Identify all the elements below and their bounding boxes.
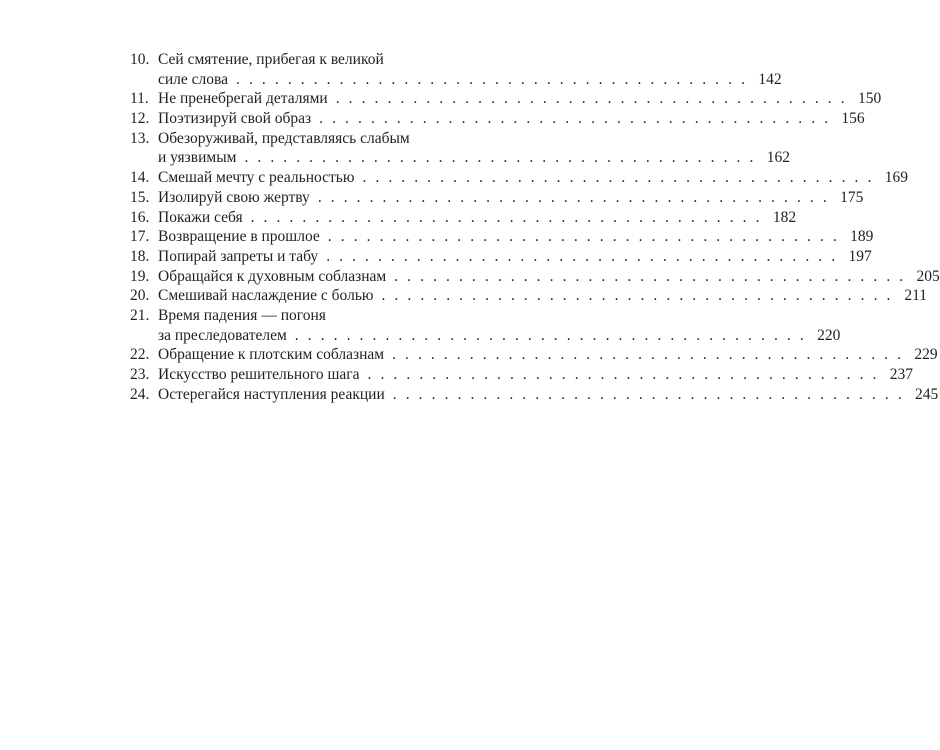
toc-entry-line	[130, 168, 908, 188]
toc-entry-line	[130, 188, 864, 208]
toc-dot-leader: . . . . . . . . . . . . . . . . . . . . . . . . . . . . . . . . . . . . . . . .	[236, 70, 748, 88]
toc-page-number: 182	[772, 208, 797, 226]
toc-entry	[130, 385, 939, 405]
toc-entry-number: 17.	[130, 228, 150, 246]
toc-entry-number: 21.	[130, 306, 150, 324]
toc-entry	[130, 188, 864, 208]
toc-page-number: 245	[915, 385, 939, 403]
toc-entry-line	[130, 306, 448, 326]
toc-entry	[130, 247, 872, 267]
toc-entry-title: Изолируй свою жертву	[158, 188, 310, 206]
toc-entry	[130, 227, 874, 247]
toc-page-number: 175	[840, 188, 864, 206]
toc-dot-leader: . . . . . . . . . . . . . . . . . . . . . . . . . . . . . . . . . . . . . . . .	[319, 110, 831, 128]
toc-entry-title: силе слова	[158, 70, 229, 88]
toc-dot-leader: . . . . . . . . . . . . . . . . . . . . . . . . . . . . . . . . . . . . . . . .	[392, 346, 904, 364]
toc-entry-number: 12.	[130, 110, 150, 128]
toc-page-number: 205	[916, 267, 940, 285]
toc-entry-number: 18.	[130, 247, 150, 265]
toc-entry	[130, 306, 841, 345]
toc-entry-title: Остерегайся наступления реакции	[158, 385, 385, 403]
toc-dot-leader: . . . . . . . . . . . . . . . . . . . . . . . . . . . . . . . . . . . . . . . .	[335, 90, 848, 108]
toc-entry-title: Обезоруживай, представляясь слабым	[158, 129, 410, 147]
toc-dot-leader: . . . . . . . . . . . . . . . . . . . . . . . . . . . . . . . . . . . . . . . .	[317, 188, 830, 206]
toc-page-number: 197	[848, 247, 872, 265]
toc-entry-title: и уязвимым	[158, 149, 237, 167]
toc-dot-leader: . . . . . . . . . . . . . . . . . . . . . . . . . . . . . . . . . . . . . . . .	[327, 228, 840, 246]
toc-entry-line	[130, 385, 939, 405]
toc-entry-line	[130, 326, 841, 346]
toc-entry-number: 14.	[130, 169, 150, 187]
toc-entry	[130, 267, 940, 287]
toc-entry-title: Попирай запреты и табу	[158, 247, 319, 265]
toc-entry-title: Смешивай наслаждение с болью	[158, 287, 374, 305]
toc-entry	[130, 365, 914, 385]
toc-entry-line	[130, 247, 872, 267]
toc-entry-number: 11.	[130, 90, 149, 108]
toc-entry	[130, 109, 865, 129]
toc-entry-title: Сей смятение, прибегая к великой	[158, 51, 384, 68]
toc-dot-leader: . . . . . . . . . . . . . . . . . . . . . . . . . . . . . . . . . . . . . . . .	[294, 326, 807, 344]
toc-entry-title: Смешай мечту с реальностью	[158, 169, 355, 187]
toc-entry-line	[130, 208, 797, 228]
toc-entry-line	[130, 129, 448, 149]
toc-dot-leader: . . . . . . . . . . . . . . . . . . . . . . . . . . . . . . . . . . . . . . . .	[394, 267, 906, 285]
table-of-contents	[130, 50, 940, 404]
toc-entry-title: за преследователем	[158, 326, 287, 344]
toc-entry	[130, 50, 782, 89]
toc-page-number: 162	[766, 149, 790, 167]
toc-page-number: 169	[884, 169, 908, 187]
toc-entry-line	[130, 227, 874, 247]
toc-page-number: 237	[889, 366, 914, 383]
toc-entry-title: Возвращение в прошлое	[158, 228, 320, 246]
toc-page-number: 229	[914, 346, 938, 364]
toc-dot-leader: . . . . . . . . . . . . . . . . . . . . . . . . . . . . . . . . . . . . . . . .	[392, 385, 905, 403]
toc-entry-line	[130, 70, 782, 90]
toc-page-number: 150	[857, 90, 882, 108]
toc-dot-leader: . . . . . . . . . . . . . . . . . . . . . . . . . . . . . . . . . . . . . . . .	[381, 287, 894, 305]
toc-entry-number: 23.	[130, 366, 150, 383]
toc-entry-number: 24.	[130, 385, 150, 403]
toc-dot-leader: . . . . . . . . . . . . . . . . . . . . . . . . . . . . . . . . . . . . . . . .	[367, 366, 880, 383]
toc-entry-number: 16.	[130, 208, 150, 226]
toc-page-number: 211	[904, 287, 928, 305]
toc-entry	[130, 89, 882, 109]
toc-page-number: 142	[758, 70, 782, 88]
toc-entry-line	[130, 267, 940, 287]
toc-entry	[130, 168, 908, 188]
toc-entry-title: Не пренебрегай деталями	[158, 90, 328, 108]
toc-page-number: 156	[841, 110, 865, 128]
toc-entry-line	[130, 109, 865, 129]
toc-entry	[130, 208, 797, 228]
toc-entry-title: Обращение к плотским соблазнам	[158, 346, 385, 364]
toc-dot-leader: . . . . . . . . . . . . . . . . . . . . . . . . . . . . . . . . . . . . . . . .	[362, 169, 874, 187]
toc-entry-title: Обращайся к духовным соблазнам	[158, 267, 387, 285]
toc-entry	[130, 286, 928, 306]
toc-entry-line	[130, 345, 938, 365]
toc-entry-number: 15.	[130, 188, 150, 206]
toc-entry	[130, 129, 790, 168]
toc-entry-line	[130, 148, 790, 168]
toc-entry-number: 10.	[130, 51, 150, 68]
toc-entry-title: Поэтизируй свой образ	[158, 110, 312, 128]
toc-dot-leader: . . . . . . . . . . . . . . . . . . . . . . . . . . . . . . . . . . . . . . . .	[250, 208, 763, 226]
toc-entry-line	[130, 286, 928, 306]
toc-entry-number: 22.	[130, 346, 150, 364]
toc-page-number: 220	[817, 326, 841, 344]
toc-entry	[130, 345, 938, 365]
toc-entry-line	[130, 50, 448, 70]
toc-entry-number: 20.	[130, 287, 150, 305]
toc-entry-number: 13.	[130, 129, 150, 147]
toc-entry-number: 19.	[130, 267, 150, 285]
toc-entry-title: Время падения — погоня	[158, 306, 326, 324]
toc-dot-leader: . . . . . . . . . . . . . . . . . . . . . . . . . . . . . . . . . . . . . . . .	[244, 149, 756, 167]
toc-dot-leader: . . . . . . . . . . . . . . . . . . . . . . . . . . . . . . . . . . . . . . . .	[326, 247, 838, 265]
toc-entry-title: Искусство решительного шага	[158, 366, 360, 383]
toc-entry-line	[130, 89, 882, 109]
toc-entry-line	[130, 365, 914, 385]
toc-page-number: 189	[850, 228, 874, 246]
toc-entry-title: Покажи себя	[158, 208, 243, 226]
